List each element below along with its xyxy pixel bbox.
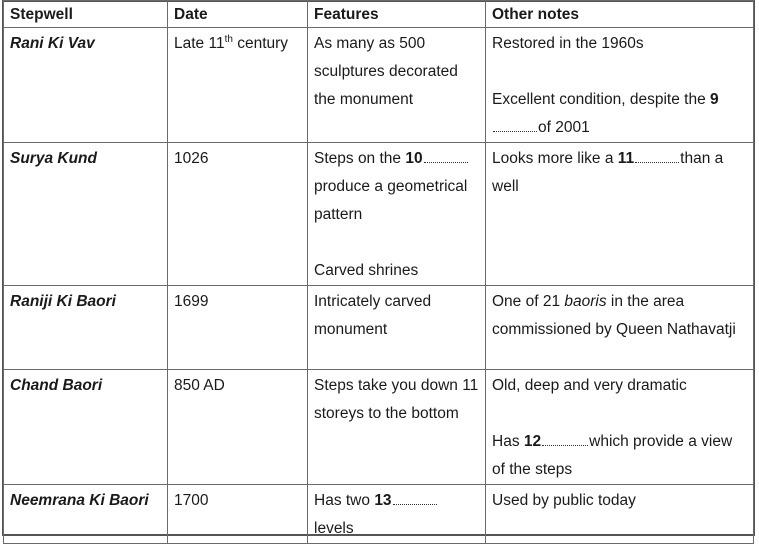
- date-cell: 1700: [168, 485, 308, 544]
- notes-line: [492, 86, 747, 142]
- answer-gap-10[interactable]: [424, 146, 468, 163]
- date-text: Late 11: [174, 35, 225, 52]
- notes-text: which provide a view of the steps: [492, 433, 733, 478]
- header-other-notes: Other notes: [486, 1, 754, 28]
- notes-cell: [486, 143, 754, 286]
- gap-number-11: 11: [617, 150, 635, 167]
- answer-gap-11[interactable]: [635, 146, 679, 163]
- table-header-row: [4, 1, 754, 28]
- notes-text: Has: [492, 433, 524, 450]
- gap-number-12: 12: [523, 433, 542, 450]
- table-row: [4, 28, 754, 143]
- notes-cell: [486, 28, 754, 143]
- features-cell: Intricately carved monument: [308, 286, 486, 370]
- features-text: levels: [314, 520, 354, 537]
- stepwell-name: Chand Baori: [4, 370, 168, 485]
- stepwell-name: Rani Ki Vav: [4, 28, 168, 143]
- table-row: [4, 485, 754, 544]
- date-cell: [168, 28, 308, 143]
- header-date: Date: [168, 1, 308, 28]
- gap-number-10: 10: [405, 150, 423, 167]
- gap-number-13: 13: [374, 492, 392, 509]
- notes-text: Looks more like a: [492, 150, 618, 167]
- features-cell: Steps take you down 11 storeys to the bottom: [308, 370, 486, 485]
- answer-gap-13[interactable]: [393, 488, 437, 505]
- notes-cell: [486, 370, 754, 485]
- header-stepwell: Stepwell: [4, 1, 168, 28]
- table-row: [4, 143, 754, 286]
- features-cell: As many as 500 sculptures decorated the monument: [308, 28, 486, 143]
- notes-text: in the area commissioned by Queen Nathavatji: [492, 293, 736, 338]
- stepwell-name: Surya Kund: [4, 143, 168, 286]
- header-features: Features: [308, 1, 486, 28]
- date-cell: 1699: [168, 286, 308, 370]
- date-text-suffix: century: [232, 35, 289, 52]
- features-text: Has two: [314, 492, 375, 509]
- notes-text: than a well: [492, 150, 724, 195]
- stepwell-name: Raniji Ki Baori: [4, 286, 168, 370]
- features-text: Steps on the: [314, 150, 406, 167]
- features-cell: [308, 485, 486, 544]
- notes-line: Restored in the 1960s: [492, 35, 644, 52]
- date-cell: 850 AD: [168, 370, 308, 485]
- features-line: Carved shrines: [314, 262, 419, 279]
- features-text: produce a geometrical pattern: [314, 178, 468, 223]
- date-cell: 1026: [168, 143, 308, 286]
- features-cell: [308, 143, 486, 286]
- gap-number-9: 9: [710, 91, 719, 108]
- stepwell-table: [3, 0, 754, 544]
- notes-text: of 2001: [538, 119, 590, 136]
- answer-gap-12[interactable]: [542, 429, 588, 446]
- answer-gap-9[interactable]: [493, 115, 537, 132]
- table-row: [4, 286, 754, 370]
- table-row: [4, 370, 754, 485]
- notes-line: Old, deep and very dramatic: [492, 377, 687, 394]
- notes-italic-text: baoris: [564, 293, 607, 310]
- notes-cell: Used by public today: [486, 485, 754, 544]
- notes-text: One of 21: [492, 293, 565, 310]
- stepwell-name: Neemrana Ki Baori: [4, 485, 168, 544]
- notes-cell: [486, 286, 754, 370]
- date-superscript: th: [224, 33, 233, 45]
- notes-text: Excellent condition, despite the: [492, 91, 710, 108]
